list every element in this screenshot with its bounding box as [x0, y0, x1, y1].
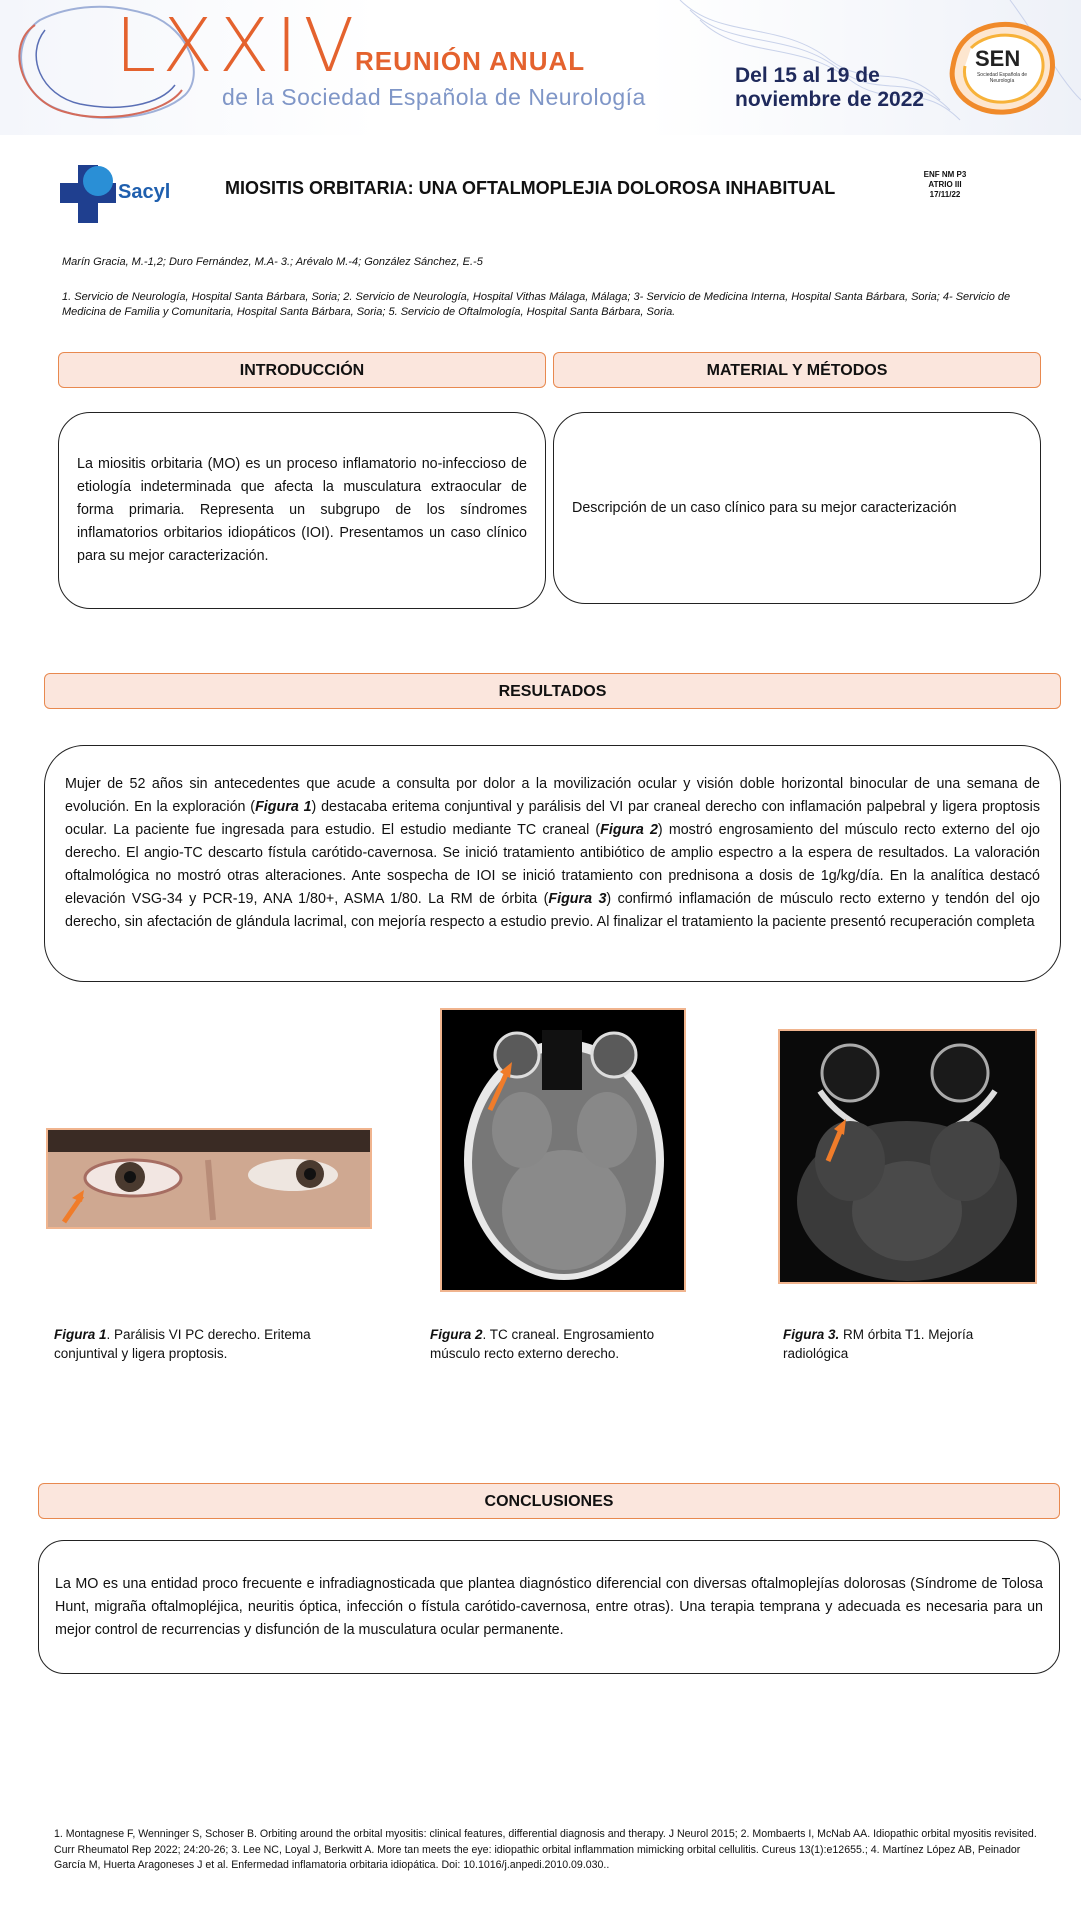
figure-3-image — [778, 1029, 1037, 1284]
poster-code-line: ATRIO III — [928, 180, 962, 189]
figure-3-caption-text: RM órbita T1. Mejoría radiológica — [783, 1327, 974, 1361]
introduccion-box — [58, 412, 546, 609]
sen-logo-text: SEN — [975, 46, 1021, 71]
figure-1-label: Figura 1 — [54, 1327, 107, 1342]
resultados-heading: RESULTADOS — [44, 673, 1061, 709]
figure-3-label: Figura 3. — [783, 1327, 840, 1342]
figure-1-caption-text: . Parálisis VI PC derecho. Eritema conjuntival y ligera proptosis. — [54, 1327, 311, 1361]
figure-3-ref: Figura 3 — [548, 891, 607, 907]
dates-line-2: noviembre de 2022 — [735, 88, 925, 111]
figure-2-caption — [430, 1325, 700, 1363]
resultados-text-part: ) destacaba eritema conjuntival y parálisis del VI par craneal derecho con inflamación palpebral y ligera proptosis ocular. La paciente fue ingresada para estudio. El estudio mediante TC craneal ( — [65, 799, 1040, 838]
resultados-text-part: ) mostró engrosamiento del músculo recto externo del ojo derecho. El angio-TC descarto fístula carótido-cavernosa. Se inició tratamiento antibiótico de amplio espectro a la espera de resultados. La valoración oftalmológica no mostró otras alteraciones. Ante sospecha de IOI se inició tratamiento con prednisona a dosis de 1g/kg/día. En la analítica destacó elevación VSG-34 y PCR-19, ANA 1/80+, ASMA 1/80. La RM de órbita ( — [65, 822, 1040, 907]
references: 1. Montagnese F, Wenninger S, Schoser B. Orbiting around the orbital myositis: clinical features, differential diagnosis and therapy. J Neurol 2015; 2. Mombaerts I, McNab AA. Idiopathic orbital myositis revisited. Curr Rheumatol Rep 2022; 24:20-26; 3. Lee NC, Loyal J, Berkwitt A. More tan meets the eye: idiopathic orbital inflammation mimicking orbital cellulitis. Cureus 13(1):e12655.; 4. Martínez López AB, Peinador García M, Huerta Aragoneses J et al. Enfermedad inflamatoria orbitaria idiopática. Doi: 10.1016/j.anpedi.2010.09.030.. — [54, 1828, 1037, 1871]
resultados-text — [65, 773, 1040, 934]
poster-code-line: 17/11/22 — [929, 190, 961, 199]
figure-2-ref: Figura 2 — [600, 822, 658, 838]
resultados-text-part: Mujer de 52 años sin antecedentes que acude a consulta por dolor a la movilización ocular y visión doble horizontal binocular de una semana de evolución. En la exploración ( — [65, 776, 1040, 815]
conclusiones-box — [38, 1540, 1060, 1674]
conclusiones-heading: CONCLUSIONES — [38, 1483, 1060, 1519]
figure-2-label: Figura 2 — [430, 1327, 483, 1342]
sacyl-logo — [60, 165, 175, 223]
figure-2-image — [440, 1008, 686, 1292]
sacyl-logo-text: Sacyl — [118, 181, 171, 203]
dates-line-1: Del 15 al 19 de — [735, 64, 880, 87]
introduccion-heading: INTRODUCCIÓN — [58, 352, 546, 388]
material-box — [553, 412, 1041, 604]
conclusiones-text: La MO es una entidad proco frecuente e infradiagnosticada que plantea diagnóstico diferencial con diversas oftalmoplejías dolorosas (Síndrome de Tolosa Hunt, migraña oftalmopléjica, neuritis óptica, infección o fístula carótido-cavernosa, entre otras). Una terapia temprana y adecuada es necesaria para un mejor control de recurrencias y disfunción de la musculatura ocular permanente. — [55, 1576, 1043, 1638]
authors: Marín Gracia, M.-1,2; Duro Fernández, M.A- 3.; Arévalo M.-4; González Sánchez, E.-5 — [62, 256, 483, 268]
material-heading: MATERIAL Y MÉTODOS — [553, 352, 1041, 388]
affiliations: 1. Servicio de Neurología, Hospital Santa Bárbara, Soria; 2. Servicio de Neurología, Hospital Vithas Málaga, Málaga; 3- Servicio de Medicina Interna, Hospital Santa Bárbara, Soria; 4- Servicio de Medicina de Familia y Comunitaria, Hospital Santa Bárbara, Soria; 5. Servicio de Oftalmología, Hospital Santa Bárbara, Soria. — [62, 291, 1011, 318]
figure-1-caption — [54, 1325, 354, 1363]
figure-1-image — [46, 1128, 372, 1229]
poster-code — [900, 170, 990, 200]
header-banner — [0, 0, 1081, 135]
society-name: de la Sociedad Española de Neurología — [222, 84, 646, 110]
material-text: Descripción de un caso clínico para su mejor caracterización — [572, 500, 957, 516]
figure-1-ref: Figura 1 — [255, 799, 312, 815]
resultados-text-part: ) confirmó inflamación de músculo recto externo y tendón del ojo derecho, sin afectación de glándula lacrimal, con mejoría respecto a estudio previo. Al finalizar el tratamiento la paciente presentó recuperación completa — [65, 891, 1040, 930]
meeting-name: REUNIÓN ANUAL — [355, 46, 586, 76]
resultados-box — [44, 745, 1061, 982]
poster-code-line: ENF NM P3 — [923, 170, 967, 179]
sen-logo-subtitle: Sociedad Española de Neurología — [976, 72, 1028, 84]
poster-title: MIOSITIS ORBITARIA: UNA OFTALMOPLEJIA DOLOROSA INHABITUAL — [225, 178, 836, 198]
figure-3-caption — [783, 1325, 1013, 1363]
sen-logo — [945, 20, 1057, 120]
edition-number: LXXIV — [115, 3, 361, 89]
introduccion-text: La miositis orbitaria (MO) es un proceso inflamatorio no-infeccioso de etiología indeterminada que afecta la musculatura extraocular de forma primaria. Representa un subgrupo de los síndromes inflamatorios orbitarios idiopáticos (IOI). Presentamos un caso clínico para su mejor caracterización. — [77, 456, 527, 564]
figure-2-caption-text: . TC craneal. Engrosamiento músculo recto externo derecho. — [430, 1327, 655, 1361]
